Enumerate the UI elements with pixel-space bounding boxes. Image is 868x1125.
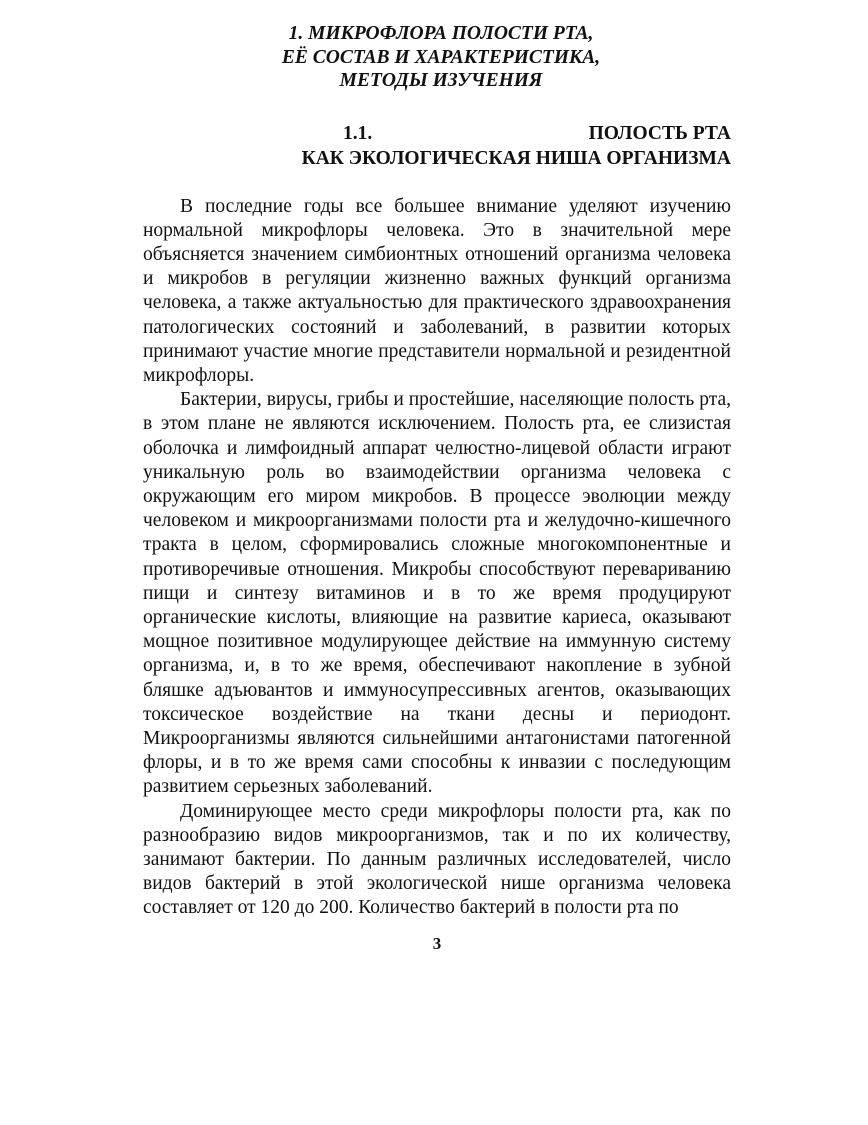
document-page — [143, 22, 731, 954]
chapter-title — [143, 22, 731, 93]
body-text — [143, 195, 731, 921]
paragraph: Доминирующее место среди микрофлоры полости рта, как по разнообразию видов микроорганизмов, так и по их количеству, занимают бактерии. По данным различных исследователей, число видов бактерий в этой экологической нише организма человека составляет от 120 до 200. Количество бактерий в полости рта по — [143, 800, 731, 919]
section-number: 1.1. — [343, 122, 373, 144]
paragraph: В последние годы все большее внимание уделяют изучению нормальной микрофлоры человека. Это в значительной мере объясняется значением симбионтных отношений организма человека и микробов в регуляции жизненно важных функций организма человека, а также актуальностью для практического здравоохранения патологических состояний и заболеваний, в развитии которых принимают участие многие представители нормальной и резидентной микрофлоры. — [143, 195, 731, 386]
section-title-row-1 — [143, 121, 731, 146]
section-title — [143, 121, 731, 171]
page-number: 3 — [432, 933, 442, 953]
section-title-line-1: ПОЛОСТЬ РТА — [588, 122, 731, 144]
paragraph: Бактерии, вирусы, грибы и простейшие, населяющие полость рта, в этом плане не являются исключением. Полость рта, ее слизистая оболочка и лимфоидный аппарат челюстно-лицевой области играют уникальную роль во взаимодействии организма человека с окружающим его миром микробов. В процессе эволюции между человеком и микроорганизмами полости рта и желудочно-кишечного тракта в целом, сформировались сложные многокомпонентные и противоречивые отношения. Микробы способствуют перевариванию пищи и синтезу витаминов и в то же время продуцируют органические кислоты, влияющие на развитие кариеса, оказывают мощное позитивное модулирующее действие на иммунную систему организма, и, в то же время, обеспечивают накопление в зубной бляшке адъювантов и иммуносупрессивных агентов, оказывающих токсическое воздействие на ткани десны и периодонт. Микроорганизмы являются сильнейшими антагонистами патогенной флоры, и в то же время сами способны к инвазии с последующим развитием серьезных заболеваний. — [143, 389, 731, 798]
chapter-title-line-3: МЕТОДЫ ИЗУЧЕНИЯ — [339, 70, 543, 91]
chapter-title-line-1: 1. МИКРОФЛОРА ПОЛОСТИ РТА, — [288, 23, 594, 44]
chapter-title-line-2: ЕЁ СОСТАВ И ХАРАКТЕРИСТИКА, — [281, 46, 601, 68]
section-title-line-2: КАК ЭКОЛОГИЧЕСКАЯ НИША ОРГАНИЗМА — [301, 147, 731, 169]
